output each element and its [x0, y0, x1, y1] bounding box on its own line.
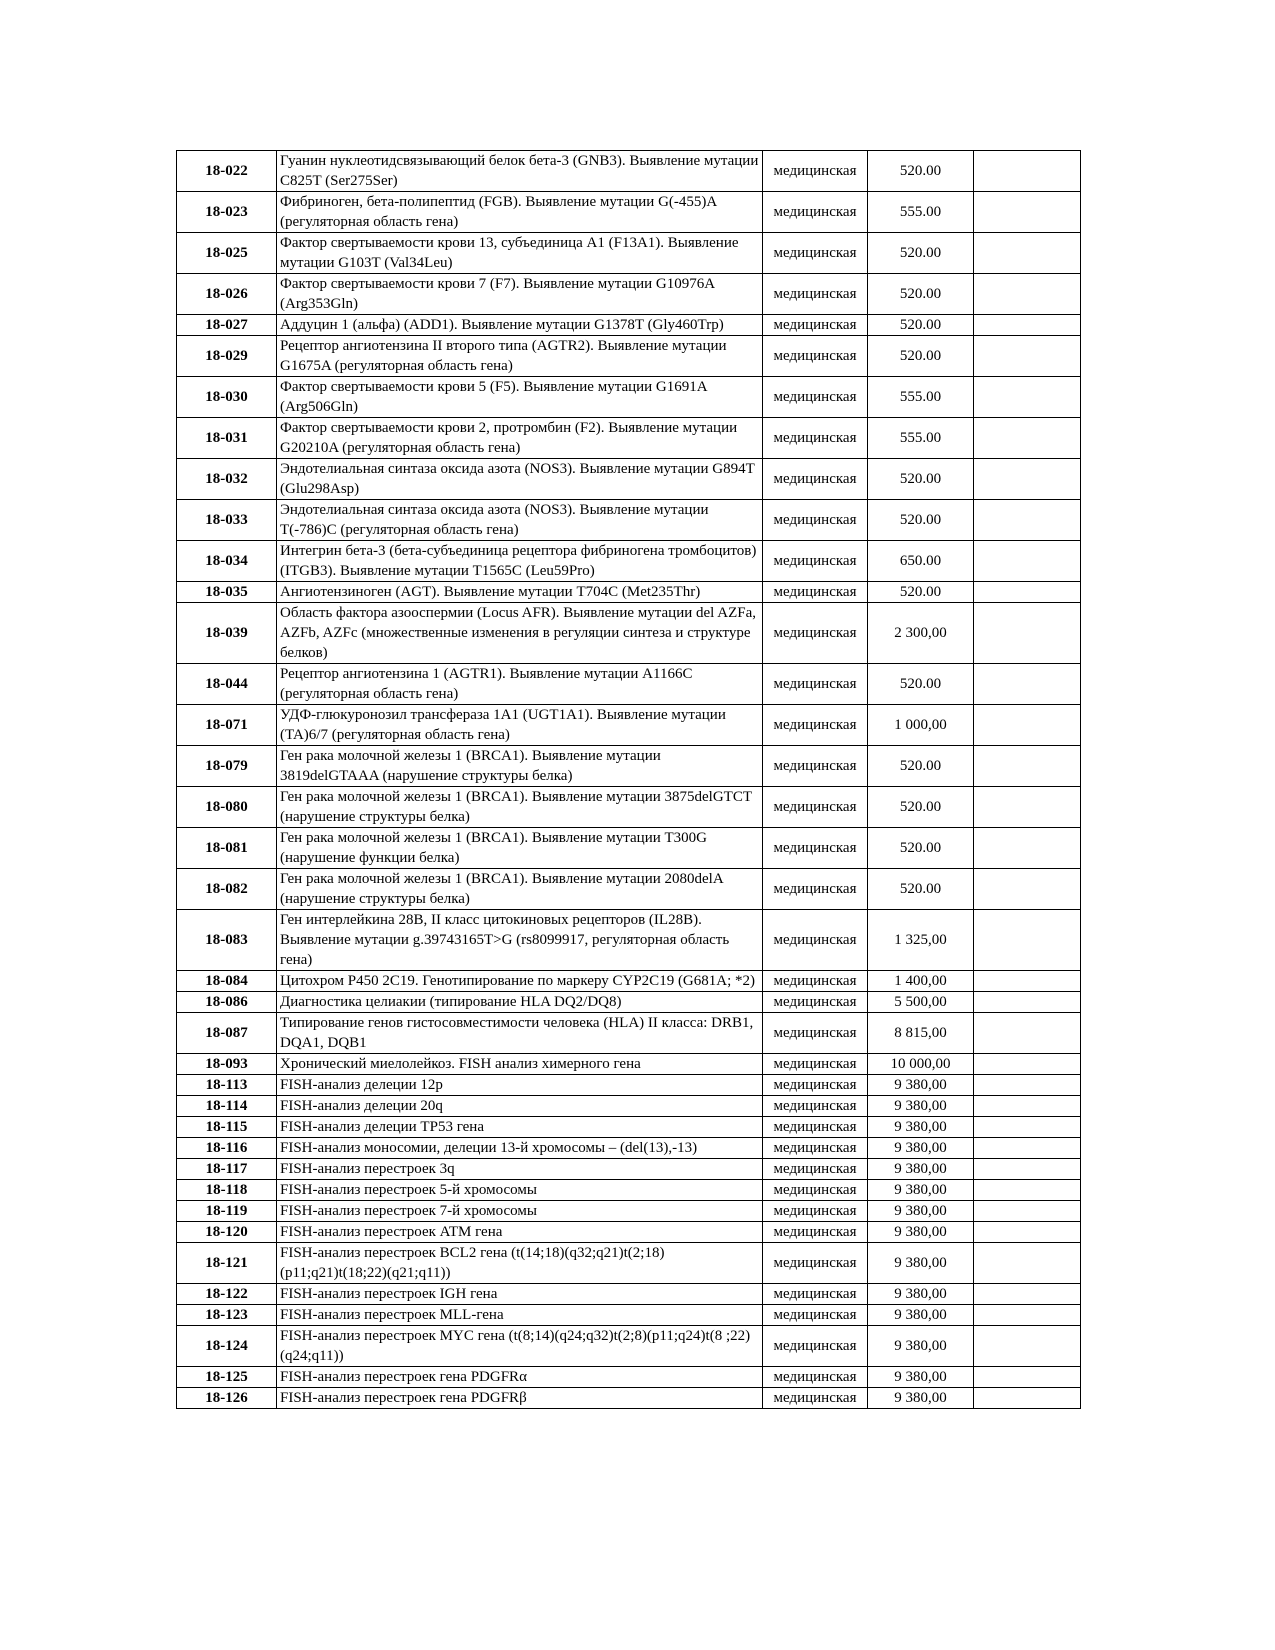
price-cell: 520.00 [868, 664, 974, 705]
table-row [177, 1388, 1081, 1409]
service-type-cell: медицинская [763, 1305, 868, 1326]
service-description-cell: Ген рака молочной железы 1 (BRCA1). Выявление мутации T300G (нарушение функции белка) [277, 828, 763, 869]
price-cell: 520.00 [868, 151, 974, 192]
service-description-cell: Фактор свертываемости крови 7 (F7). Выявление мутации G10976A (Arg353Gln) [277, 274, 763, 315]
empty-cell [974, 1138, 1081, 1159]
empty-cell [974, 1096, 1081, 1117]
service-description-cell: FISH-анализ делеции 20q [277, 1096, 763, 1117]
service-code-cell: 18-113 [177, 1075, 277, 1096]
empty-cell [974, 541, 1081, 582]
service-type-cell: медицинская [763, 1180, 868, 1201]
empty-cell [974, 582, 1081, 603]
empty-cell [974, 1243, 1081, 1284]
service-description-cell: Эндотелиальная синтаза оксида азота (NOS3). Выявление мутации T(-786)C (регуляторная область гена) [277, 500, 763, 541]
service-code-cell: 18-026 [177, 274, 277, 315]
service-code-cell: 18-071 [177, 705, 277, 746]
service-description-cell: FISH-анализ перестроек MLL-гена [277, 1305, 763, 1326]
price-cell: 520.00 [868, 274, 974, 315]
service-code-cell: 18-093 [177, 1054, 277, 1075]
empty-cell [974, 1222, 1081, 1243]
table-row [177, 151, 1081, 192]
service-description-cell: FISH-анализ перестроек BCL2 гена (t(14;18)(q32;q21)t(2;18)(p11;q21)t(18;22)(q21;q11)) [277, 1243, 763, 1284]
service-description-cell: FISH-анализ перестроек гена PDGFRα [277, 1367, 763, 1388]
empty-cell [974, 1201, 1081, 1222]
table-row [177, 1180, 1081, 1201]
empty-cell [974, 1054, 1081, 1075]
price-cell: 9 380,00 [868, 1367, 974, 1388]
service-type-cell: медицинская [763, 1159, 868, 1180]
service-type-cell: медицинская [763, 1201, 868, 1222]
service-description-cell: FISH-анализ делеции TP53 гена [277, 1117, 763, 1138]
service-description-cell: Ангиотензиноген (AGT). Выявление мутации T704C (Met235Thr) [277, 582, 763, 603]
price-cell: 9 380,00 [868, 1138, 974, 1159]
empty-cell [974, 869, 1081, 910]
service-description-cell: Ген рака молочной железы 1 (BRCA1). Выявление мутации 2080delA (нарушение структуры белка) [277, 869, 763, 910]
service-code-cell: 18-120 [177, 1222, 277, 1243]
service-code-cell: 18-027 [177, 315, 277, 336]
service-code-cell: 18-039 [177, 603, 277, 664]
empty-cell [974, 1075, 1081, 1096]
table-row [177, 1367, 1081, 1388]
empty-cell [974, 1159, 1081, 1180]
service-type-cell: медицинская [763, 459, 868, 500]
price-cell: 8 815,00 [868, 1013, 974, 1054]
service-type-cell: медицинская [763, 1117, 868, 1138]
empty-cell [974, 1117, 1081, 1138]
service-description-cell: Фактор свертываемости крови 2, протромбин (F2). Выявление мутации G20210A (регуляторная область гена) [277, 418, 763, 459]
price-cell: 520.00 [868, 315, 974, 336]
service-description-cell: FISH-анализ перестроек 5-й хромосомы [277, 1180, 763, 1201]
empty-cell [974, 971, 1081, 992]
empty-cell [974, 787, 1081, 828]
service-code-cell: 18-117 [177, 1159, 277, 1180]
service-type-cell: медицинская [763, 274, 868, 315]
table-row [177, 971, 1081, 992]
service-type-cell: медицинская [763, 418, 868, 459]
empty-cell [974, 500, 1081, 541]
table-row [177, 274, 1081, 315]
service-type-cell: медицинская [763, 869, 868, 910]
service-description-cell: FISH-анализ перестроек IGH гена [277, 1284, 763, 1305]
table-row [177, 1284, 1081, 1305]
service-code-cell: 18-083 [177, 910, 277, 971]
table-row [177, 1096, 1081, 1117]
price-cell: 9 380,00 [868, 1180, 974, 1201]
service-code-cell: 18-125 [177, 1367, 277, 1388]
service-code-cell: 18-029 [177, 336, 277, 377]
service-description-cell: Ген интерлейкина 28B, II класс цитокиновых рецепторов (IL28B). Выявление мутации g.39743165T>G (rs8099917, регуляторная область гена) [277, 910, 763, 971]
table-row [177, 233, 1081, 274]
service-type-cell: медицинская [763, 1013, 868, 1054]
empty-cell [974, 233, 1081, 274]
service-description-cell: FISH-анализ перестроек ATM гена [277, 1222, 763, 1243]
service-description-cell: Область фактора азооспермии (Locus AFR). Выявление мутации del AZFa, AZFb, AZFc (множественные изменения в регуляции синтеза и структуре белков) [277, 603, 763, 664]
service-description-cell: Фибриноген, бета-полипептид (FGB). Выявление мутации G(-455)A (регуляторная область гена) [277, 192, 763, 233]
price-cell: 555.00 [868, 192, 974, 233]
service-code-cell: 18-084 [177, 971, 277, 992]
price-table-body [177, 151, 1081, 1409]
price-cell: 520.00 [868, 787, 974, 828]
service-type-cell: медицинская [763, 603, 868, 664]
service-code-cell: 18-126 [177, 1388, 277, 1409]
price-cell: 520.00 [868, 869, 974, 910]
service-description-cell: FISH-анализ перестроек MYC гена (t(8;14)(q24;q32)t(2;8)(p11;q24)t(8 ;22)(q24;q11)) [277, 1326, 763, 1367]
table-row [177, 1054, 1081, 1075]
service-code-cell: 18-114 [177, 1096, 277, 1117]
service-type-cell: медицинская [763, 315, 868, 336]
service-type-cell: медицинская [763, 1243, 868, 1284]
service-code-cell: 18-082 [177, 869, 277, 910]
service-type-cell: медицинская [763, 787, 868, 828]
price-cell: 520.00 [868, 233, 974, 274]
empty-cell [974, 377, 1081, 418]
table-row [177, 582, 1081, 603]
service-code-cell: 18-122 [177, 1284, 277, 1305]
service-code-cell: 18-032 [177, 459, 277, 500]
service-type-cell: медицинская [763, 1388, 868, 1409]
empty-cell [974, 992, 1081, 1013]
table-row [177, 1201, 1081, 1222]
service-code-cell: 18-123 [177, 1305, 277, 1326]
service-type-cell: медицинская [763, 1138, 868, 1159]
empty-cell [974, 274, 1081, 315]
table-row [177, 869, 1081, 910]
service-type-cell: медицинская [763, 336, 868, 377]
price-cell: 9 380,00 [868, 1243, 974, 1284]
service-code-cell: 18-119 [177, 1201, 277, 1222]
service-type-cell: медицинская [763, 582, 868, 603]
service-type-cell: медицинская [763, 1326, 868, 1367]
price-cell: 9 380,00 [868, 1326, 974, 1367]
empty-cell [974, 336, 1081, 377]
table-row [177, 1013, 1081, 1054]
service-description-cell: Типирование генов гистосовместимости человека (HLA) II класса: DRB1, DQA1, DQB1 [277, 1013, 763, 1054]
price-cell: 2 300,00 [868, 603, 974, 664]
empty-cell [974, 1305, 1081, 1326]
empty-cell [974, 705, 1081, 746]
service-description-cell: УДФ-глюкуронозил трансфераза 1A1 (UGT1A1). Выявление мутации (TA)6/7 (регуляторная область гена) [277, 705, 763, 746]
price-cell: 520.00 [868, 500, 974, 541]
service-description-cell: Фактор свертываемости крови 13, субъединица A1 (F13A1). Выявление мутации G103T (Val34Leu) [277, 233, 763, 274]
empty-cell [974, 1326, 1081, 1367]
service-type-cell: медицинская [763, 1222, 868, 1243]
service-type-cell: медицинская [763, 377, 868, 418]
service-type-cell: медицинская [763, 992, 868, 1013]
price-cell: 520.00 [868, 582, 974, 603]
service-type-cell: медицинская [763, 971, 868, 992]
empty-cell [974, 746, 1081, 787]
service-code-cell: 18-031 [177, 418, 277, 459]
service-description-cell: Аддуцин 1 (альфа) (ADD1). Выявление мутации G1378T (Gly460Trp) [277, 315, 763, 336]
price-cell: 1 325,00 [868, 910, 974, 971]
empty-cell [974, 151, 1081, 192]
empty-cell [974, 315, 1081, 336]
price-cell: 555.00 [868, 377, 974, 418]
service-description-cell: FISH-анализ перестроек 7-й хромосомы [277, 1201, 763, 1222]
empty-cell [974, 192, 1081, 233]
table-row [177, 1138, 1081, 1159]
empty-cell [974, 459, 1081, 500]
service-code-cell: 18-033 [177, 500, 277, 541]
service-code-cell: 18-121 [177, 1243, 277, 1284]
price-cell: 520.00 [868, 336, 974, 377]
service-description-cell: Цитохром P450 2C19. Генотипирование по маркеру CYP2C19 (G681A; *2) [277, 971, 763, 992]
service-description-cell: Хронический миелолейкоз. FISH анализ химерного гена [277, 1054, 763, 1075]
service-type-cell: медицинская [763, 1096, 868, 1117]
service-code-cell: 18-116 [177, 1138, 277, 1159]
service-description-cell: Рецептор ангиотензина 1 (AGTR1). Выявление мутации A1166C (регуляторная область гена) [277, 664, 763, 705]
price-cell: 1 000,00 [868, 705, 974, 746]
service-type-cell: медицинская [763, 705, 868, 746]
price-cell: 520.00 [868, 828, 974, 869]
price-cell: 10 000,00 [868, 1054, 974, 1075]
table-row [177, 992, 1081, 1013]
table-row [177, 1243, 1081, 1284]
service-description-cell: FISH-анализ делеции 12p [277, 1075, 763, 1096]
service-description-cell: Фактор свертываемости крови 5 (F5). Выявление мутации G1691A (Arg506Gln) [277, 377, 763, 418]
price-cell: 9 380,00 [868, 1075, 974, 1096]
service-code-cell: 18-034 [177, 541, 277, 582]
service-type-cell: медицинская [763, 500, 868, 541]
service-code-cell: 18-030 [177, 377, 277, 418]
price-cell: 9 380,00 [868, 1388, 974, 1409]
price-cell: 9 380,00 [868, 1305, 974, 1326]
price-cell: 9 380,00 [868, 1117, 974, 1138]
service-description-cell: Ген рака молочной железы 1 (BRCA1). Выявление мутации 3819delGTAAA (нарушение структуры белка) [277, 746, 763, 787]
table-row [177, 603, 1081, 664]
service-code-cell: 18-118 [177, 1180, 277, 1201]
empty-cell [974, 418, 1081, 459]
service-description-cell: Рецептор ангиотензина II второго типа (AGTR2). Выявление мутации G1675A (регуляторная область гена) [277, 336, 763, 377]
price-cell: 520.00 [868, 459, 974, 500]
service-code-cell: 18-086 [177, 992, 277, 1013]
table-row [177, 828, 1081, 869]
service-code-cell: 18-081 [177, 828, 277, 869]
service-type-cell: медицинская [763, 910, 868, 971]
service-code-cell: 18-115 [177, 1117, 277, 1138]
table-row [177, 787, 1081, 828]
table-row [177, 1326, 1081, 1367]
service-code-cell: 18-124 [177, 1326, 277, 1367]
table-row [177, 746, 1081, 787]
service-code-cell: 18-079 [177, 746, 277, 787]
table-row [177, 910, 1081, 971]
empty-cell [974, 664, 1081, 705]
empty-cell [974, 1388, 1081, 1409]
table-row [177, 192, 1081, 233]
service-type-cell: медицинская [763, 1284, 868, 1305]
service-type-cell: медицинская [763, 192, 868, 233]
table-row [177, 1117, 1081, 1138]
table-row [177, 459, 1081, 500]
service-code-cell: 18-087 [177, 1013, 277, 1054]
price-cell: 520.00 [868, 746, 974, 787]
table-row [177, 377, 1081, 418]
table-row [177, 1159, 1081, 1180]
empty-cell [974, 1284, 1081, 1305]
table-row [177, 705, 1081, 746]
service-type-cell: медицинская [763, 664, 868, 705]
service-code-cell: 18-023 [177, 192, 277, 233]
service-code-cell: 18-022 [177, 151, 277, 192]
service-description-cell: Интегрин бета-3 (бета-субъединица рецептора фибриногена тромбоцитов) (ITGB3). Выявление мутации T1565C (Leu59Pro) [277, 541, 763, 582]
service-code-cell: 18-025 [177, 233, 277, 274]
empty-cell [974, 1013, 1081, 1054]
price-table [176, 150, 1081, 1409]
service-type-cell: медицинская [763, 233, 868, 274]
service-type-cell: медицинская [763, 1075, 868, 1096]
price-cell: 650.00 [868, 541, 974, 582]
price-cell: 9 380,00 [868, 1159, 974, 1180]
price-cell: 1 400,00 [868, 971, 974, 992]
service-type-cell: медицинская [763, 541, 868, 582]
table-row [177, 664, 1081, 705]
price-cell: 9 380,00 [868, 1096, 974, 1117]
table-row [177, 1222, 1081, 1243]
service-type-cell: медицинская [763, 1367, 868, 1388]
table-row [177, 1305, 1081, 1326]
price-cell: 9 380,00 [868, 1284, 974, 1305]
price-cell: 9 380,00 [868, 1222, 974, 1243]
price-cell: 5 500,00 [868, 992, 974, 1013]
service-code-cell: 18-080 [177, 787, 277, 828]
empty-cell [974, 603, 1081, 664]
table-row [177, 500, 1081, 541]
service-code-cell: 18-035 [177, 582, 277, 603]
price-cell: 9 380,00 [868, 1201, 974, 1222]
table-row [177, 1075, 1081, 1096]
table-row [177, 541, 1081, 582]
service-type-cell: медицинская [763, 746, 868, 787]
service-type-cell: медицинская [763, 1054, 868, 1075]
service-description-cell: Ген рака молочной железы 1 (BRCA1). Выявление мутации 3875delGTCT (нарушение структуры белка) [277, 787, 763, 828]
service-description-cell: Диагностика целиакии (типирование HLA DQ2/DQ8) [277, 992, 763, 1013]
price-cell: 555.00 [868, 418, 974, 459]
empty-cell [974, 910, 1081, 971]
empty-cell [974, 828, 1081, 869]
service-description-cell: FISH-анализ перестроек гена PDGFRβ [277, 1388, 763, 1409]
empty-cell [974, 1367, 1081, 1388]
table-row [177, 418, 1081, 459]
service-description-cell: Эндотелиальная синтаза оксида азота (NOS3). Выявление мутации G894T (Glu298Asp) [277, 459, 763, 500]
table-row [177, 315, 1081, 336]
service-type-cell: медицинская [763, 828, 868, 869]
service-type-cell: медицинская [763, 151, 868, 192]
table-row [177, 336, 1081, 377]
service-description-cell: FISH-анализ моносомии, делеции 13-й хромосомы – (del(13),-13) [277, 1138, 763, 1159]
service-code-cell: 18-044 [177, 664, 277, 705]
service-description-cell: Гуанин нуклеотидсвязывающий белок бета-3 (GNB3). Выявление мутации C825T (Ser275Ser) [277, 151, 763, 192]
empty-cell [974, 1180, 1081, 1201]
service-description-cell: FISH-анализ перестроек 3q [277, 1159, 763, 1180]
